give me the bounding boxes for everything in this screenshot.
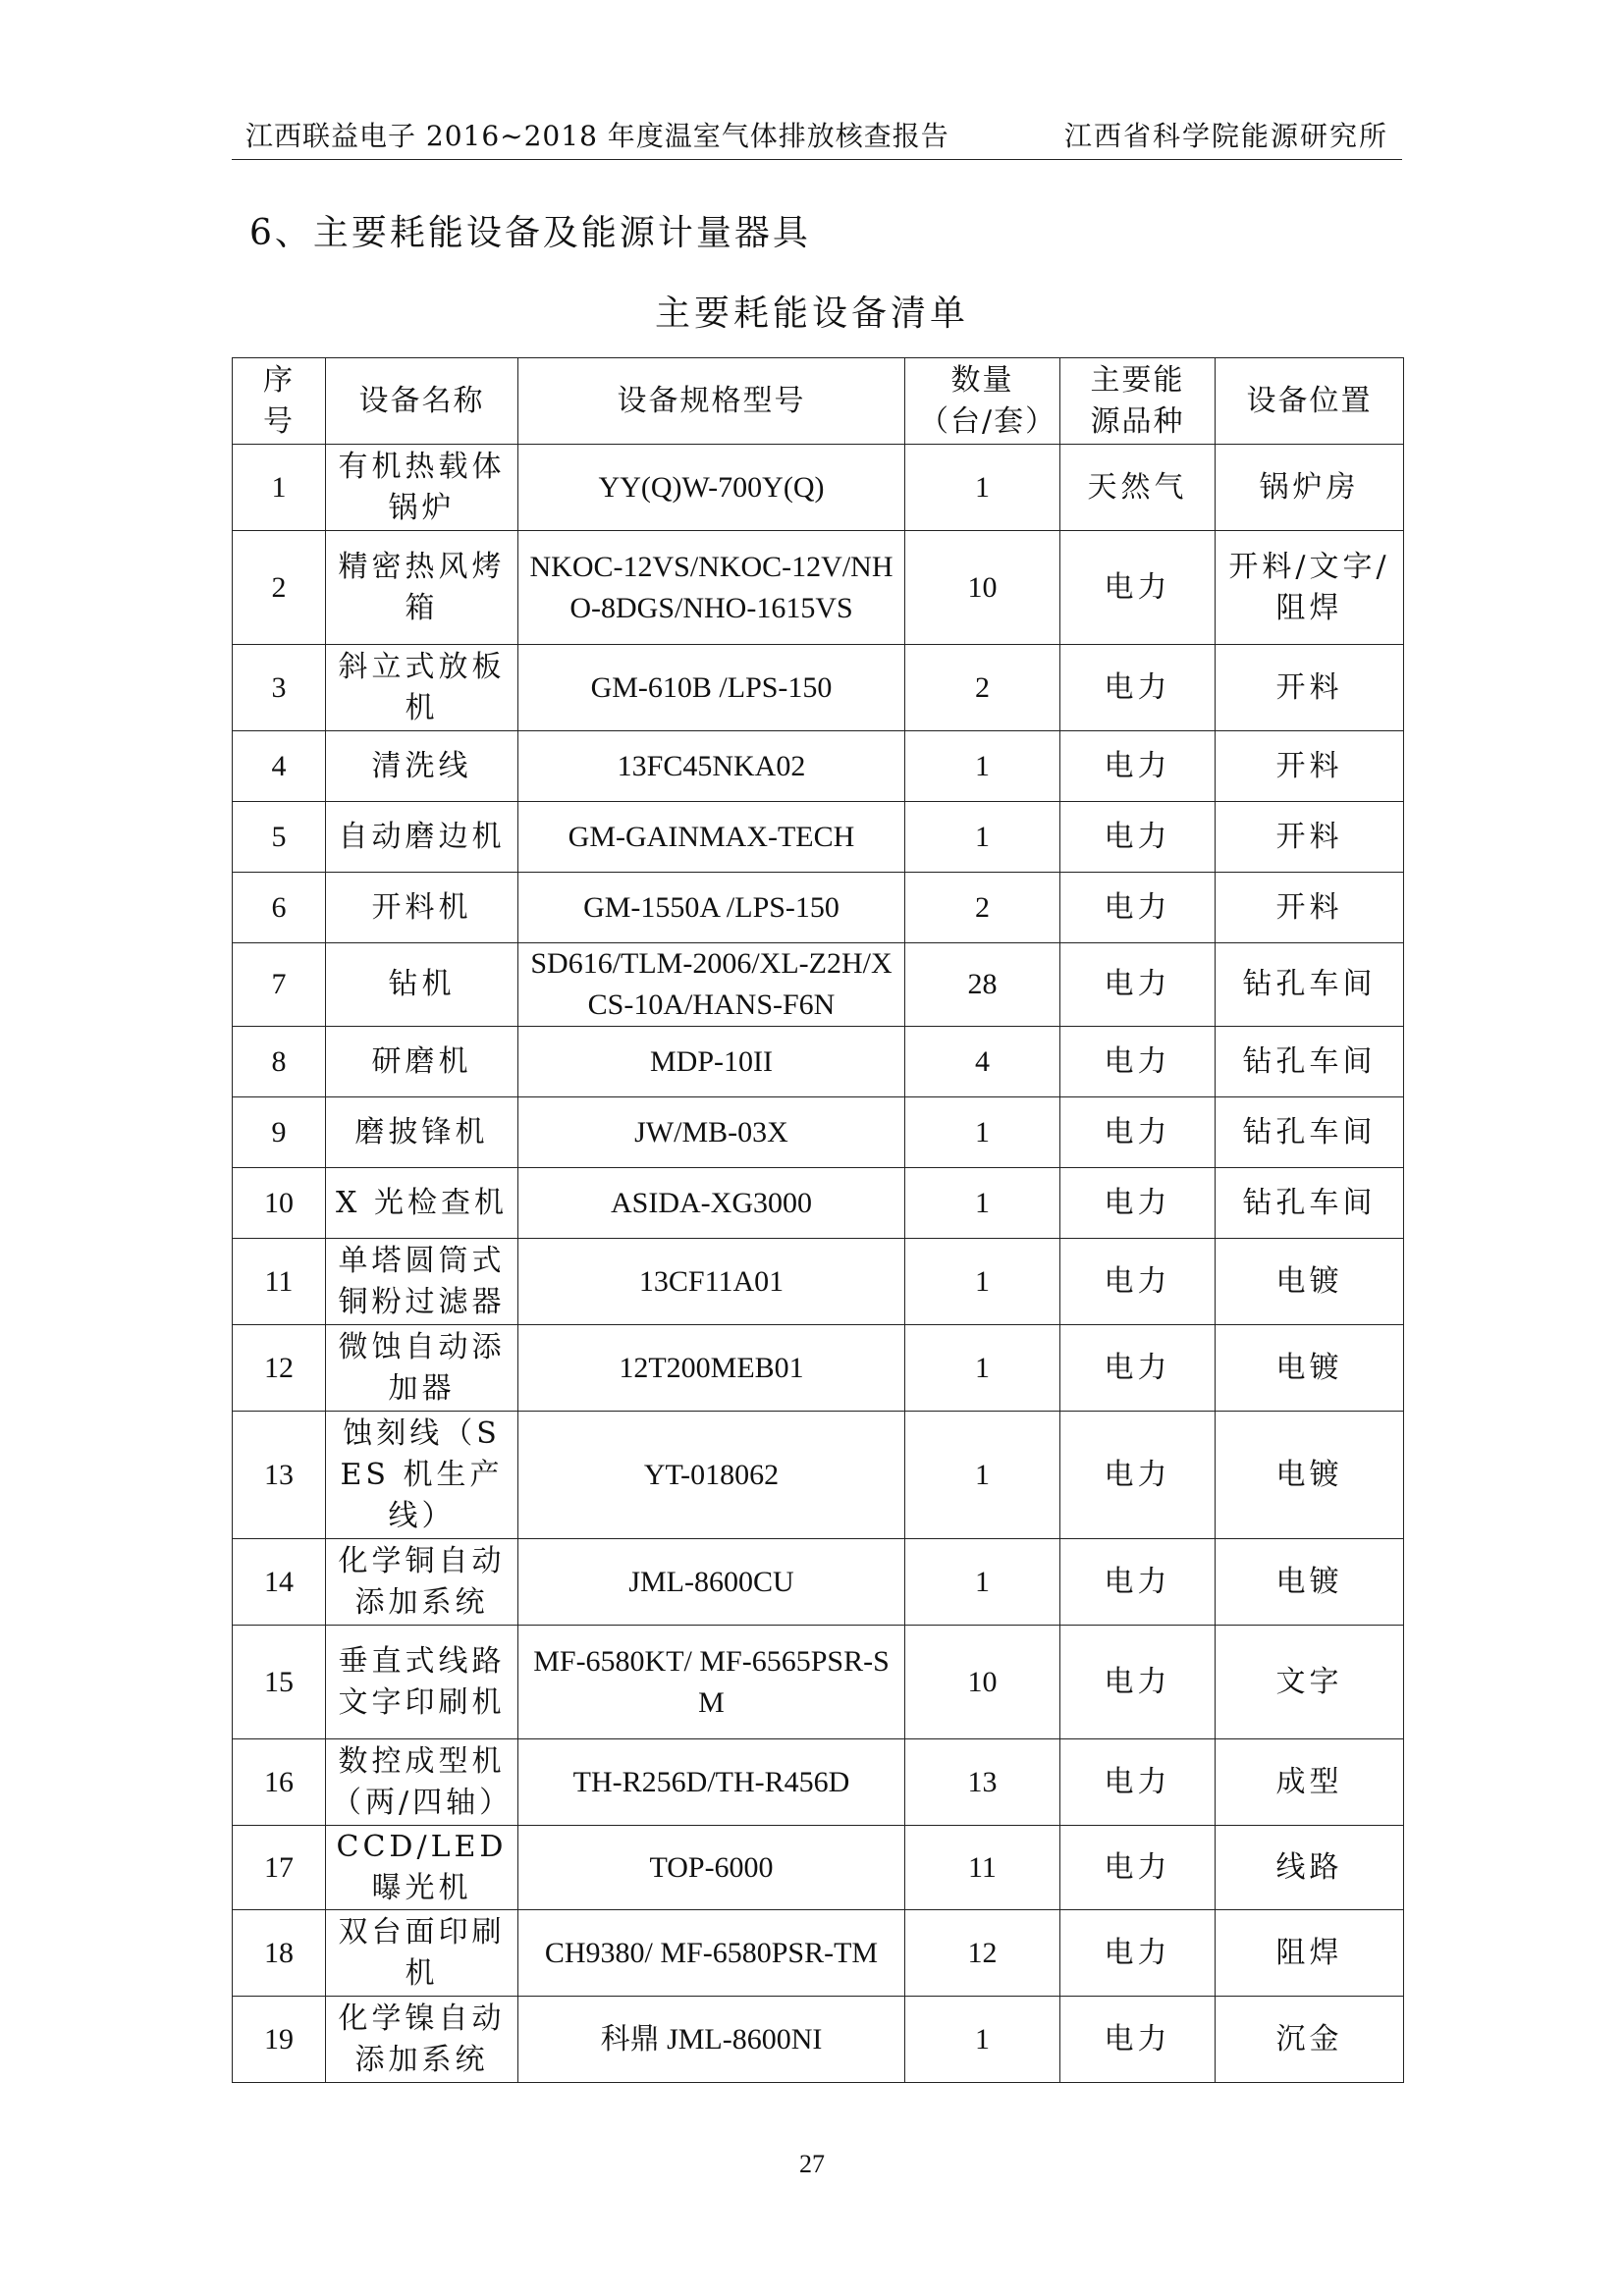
table-row [233, 1539, 1404, 1626]
row-name-cell: 自动磨边机 [326, 802, 518, 873]
row-quantity-cell: 13 [905, 1739, 1060, 1826]
row-seq-cell: 17 [233, 1826, 326, 1910]
row-name-cell: X 光检查机 [326, 1168, 518, 1239]
row-energy-type-cell: 电力 [1060, 1739, 1216, 1826]
table-row [233, 1027, 1404, 1097]
row-energy-type-cell: 电力 [1060, 1910, 1216, 1997]
row-seq-cell: 8 [233, 1027, 326, 1097]
row-quantity-cell: 1 [905, 1325, 1060, 1412]
row-model-cell: 科鼎 JML-8600NI [518, 1997, 905, 2083]
row-model-cell: GM-GAINMAX-TECH [518, 802, 905, 873]
row-model-cell: 13FC45NKA02 [518, 731, 905, 802]
row-name-cell: 微蚀自动添加器 [326, 1325, 518, 1412]
row-energy-type-cell: 电力 [1060, 802, 1216, 873]
table-row [233, 1997, 1404, 2083]
row-model-cell: CH9380/ MF-6580PSR-TM [518, 1910, 905, 1997]
row-name-cell: 清洗线 [326, 731, 518, 802]
row-location-cell: 开料/文字/阻焊 [1216, 531, 1404, 645]
row-name-cell: 数控成型机（两/四轴） [326, 1739, 518, 1826]
row-name-cell: 双台面印刷机 [326, 1910, 518, 1997]
row-name-cell: 单塔圆筒式铜粉过滤器 [326, 1239, 518, 1325]
row-model-cell: 13CF11A01 [518, 1239, 905, 1325]
row-name-cell: 钻机 [326, 943, 518, 1027]
table-row [233, 1910, 1404, 1997]
table-title: 主要耗能设备清单 [654, 294, 969, 334]
row-name-cell: 磨披锋机 [326, 1097, 518, 1168]
table-row [233, 1826, 1404, 1910]
row-location-cell: 电镀 [1216, 1412, 1404, 1539]
row-model-cell: NKOC-12VS/NKOC-12V/NHO-8DGS/NHO-1615VS [518, 531, 905, 645]
row-quantity-cell: 12 [905, 1910, 1060, 1997]
row-seq-cell: 16 [233, 1739, 326, 1826]
row-seq-cell: 2 [233, 531, 326, 645]
row-quantity-cell: 1 [905, 1168, 1060, 1239]
row-model-cell: JW/MB-03X [518, 1097, 905, 1168]
row-seq-cell: 5 [233, 802, 326, 873]
row-energy-type-cell: 电力 [1060, 1539, 1216, 1626]
row-location-cell: 电镀 [1216, 1325, 1404, 1412]
row-location-cell: 成型 [1216, 1739, 1404, 1826]
page-number: 27 [799, 2150, 825, 2178]
row-location-cell: 钻孔车间 [1216, 943, 1404, 1027]
row-energy-type-cell: 电力 [1060, 731, 1216, 802]
row-seq-cell: 10 [233, 1168, 326, 1239]
row-quantity-cell: 1 [905, 731, 1060, 802]
row-model-cell: GM-1550A /LPS-150 [518, 873, 905, 943]
section-title: 6、主要耗能设备及能源计量器具 [249, 213, 811, 253]
header-location: 设备位置 [1216, 358, 1404, 445]
row-model-cell: YY(Q)W-700Y(Q) [518, 445, 905, 531]
row-quantity-cell: 1 [905, 802, 1060, 873]
row-quantity-cell: 1 [905, 445, 1060, 531]
row-model-cell: SD616/TLM-2006/XL-Z2H/XCS-10A/HANS-F6N [518, 943, 905, 1027]
row-location-cell: 锅炉房 [1216, 445, 1404, 531]
row-energy-type-cell: 天然气 [1060, 445, 1216, 531]
row-location-cell: 钻孔车间 [1216, 1027, 1404, 1097]
row-name-cell: 蚀刻线（SES 机生产线） [326, 1412, 518, 1539]
table-row [233, 1097, 1404, 1168]
row-name-cell: 有机热载体锅炉 [326, 445, 518, 531]
row-name-cell: 精密热风烤箱 [326, 531, 518, 645]
row-seq-cell: 14 [233, 1539, 326, 1626]
row-location-cell: 开料 [1216, 731, 1404, 802]
row-seq-cell: 1 [233, 445, 326, 531]
row-location-cell: 钻孔车间 [1216, 1168, 1404, 1239]
row-location-cell: 电镀 [1216, 1539, 1404, 1626]
table-row [233, 445, 1404, 531]
table-body [233, 445, 1404, 2083]
row-name-cell: 化学镍自动添加系统 [326, 1997, 518, 2083]
table-row [233, 1412, 1404, 1539]
table-row [233, 802, 1404, 873]
row-energy-type-cell: 电力 [1060, 1027, 1216, 1097]
page-header [232, 120, 1402, 160]
row-model-cell: TOP-6000 [518, 1826, 905, 1910]
row-energy-type-cell: 电力 [1060, 1826, 1216, 1910]
row-quantity-cell: 1 [905, 1239, 1060, 1325]
row-location-cell: 文字 [1216, 1626, 1404, 1739]
row-location-cell: 开料 [1216, 645, 1404, 731]
row-quantity-cell: 2 [905, 645, 1060, 731]
row-quantity-cell: 1 [905, 1097, 1060, 1168]
row-quantity-cell: 1 [905, 1539, 1060, 1626]
table-row [233, 1739, 1404, 1826]
row-seq-cell: 18 [233, 1910, 326, 1997]
row-quantity-cell: 2 [905, 873, 1060, 943]
header-report-title: 江西联益电子 2016~2018 年度温室气体排放核查报告 [245, 120, 949, 152]
row-energy-type-cell: 电力 [1060, 1325, 1216, 1412]
table-row [233, 1325, 1404, 1412]
header-model: 设备规格型号 [518, 358, 905, 445]
row-name-cell: CCD/LED 曝光机 [326, 1826, 518, 1910]
row-quantity-cell: 10 [905, 531, 1060, 645]
table-row [233, 1626, 1404, 1739]
row-location-cell: 开料 [1216, 802, 1404, 873]
row-seq-cell: 3 [233, 645, 326, 731]
row-seq-cell: 19 [233, 1997, 326, 2083]
row-seq-cell: 7 [233, 943, 326, 1027]
row-energy-type-cell: 电力 [1060, 873, 1216, 943]
table-header-row [233, 358, 1404, 445]
row-quantity-cell: 28 [905, 943, 1060, 1027]
row-location-cell: 钻孔车间 [1216, 1097, 1404, 1168]
row-seq-cell: 4 [233, 731, 326, 802]
row-seq-cell: 15 [233, 1626, 326, 1739]
table-row [233, 645, 1404, 731]
row-energy-type-cell: 电力 [1060, 1997, 1216, 2083]
row-name-cell: 开料机 [326, 873, 518, 943]
row-model-cell: TH-R256D/TH-R456D [518, 1739, 905, 1826]
row-model-cell: MDP-10II [518, 1027, 905, 1097]
row-seq-cell: 12 [233, 1325, 326, 1412]
row-seq-cell: 11 [233, 1239, 326, 1325]
row-energy-type-cell: 电力 [1060, 1626, 1216, 1739]
row-location-cell: 阻焊 [1216, 1910, 1404, 1997]
row-energy-type-cell: 电力 [1060, 1412, 1216, 1539]
row-quantity-cell: 11 [905, 1826, 1060, 1910]
row-model-cell: ASIDA-XG3000 [518, 1168, 905, 1239]
row-model-cell: MF-6580KT/ MF-6565PSR-SM [518, 1626, 905, 1739]
row-quantity-cell: 10 [905, 1626, 1060, 1739]
header-energy-type: 主要能源品种 [1060, 358, 1216, 445]
row-name-cell: 化学铜自动添加系统 [326, 1539, 518, 1626]
row-quantity-cell: 1 [905, 1997, 1060, 2083]
header-quantity: 数量（台/套） [905, 358, 1060, 445]
table-row [233, 943, 1404, 1027]
row-model-cell: JML-8600CU [518, 1539, 905, 1626]
row-name-cell: 斜立式放板机 [326, 645, 518, 731]
row-model-cell: 12T200MEB01 [518, 1325, 905, 1412]
row-energy-type-cell: 电力 [1060, 1097, 1216, 1168]
table-row [233, 731, 1404, 802]
table-row [233, 1239, 1404, 1325]
row-energy-type-cell: 电力 [1060, 645, 1216, 731]
row-location-cell: 开料 [1216, 873, 1404, 943]
row-location-cell: 线路 [1216, 1826, 1404, 1910]
row-energy-type-cell: 电力 [1060, 943, 1216, 1027]
row-energy-type-cell: 电力 [1060, 1168, 1216, 1239]
header-seq: 序号 [233, 358, 326, 445]
row-model-cell: YT-018062 [518, 1412, 905, 1539]
equipment-table [232, 357, 1404, 2083]
row-model-cell: GM-610B /LPS-150 [518, 645, 905, 731]
row-location-cell: 电镀 [1216, 1239, 1404, 1325]
row-quantity-cell: 4 [905, 1027, 1060, 1097]
header-institute-name: 江西省科学院能源研究所 [1063, 120, 1388, 152]
row-seq-cell: 13 [233, 1412, 326, 1539]
table-row [233, 531, 1404, 645]
row-seq-cell: 6 [233, 873, 326, 943]
row-seq-cell: 9 [233, 1097, 326, 1168]
row-name-cell: 垂直式线路文字印刷机 [326, 1626, 518, 1739]
header-name: 设备名称 [326, 358, 518, 445]
row-energy-type-cell: 电力 [1060, 1239, 1216, 1325]
table-row [233, 873, 1404, 943]
row-quantity-cell: 1 [905, 1412, 1060, 1539]
row-name-cell: 研磨机 [326, 1027, 518, 1097]
row-energy-type-cell: 电力 [1060, 531, 1216, 645]
row-location-cell: 沉金 [1216, 1997, 1404, 2083]
table-row [233, 1168, 1404, 1239]
